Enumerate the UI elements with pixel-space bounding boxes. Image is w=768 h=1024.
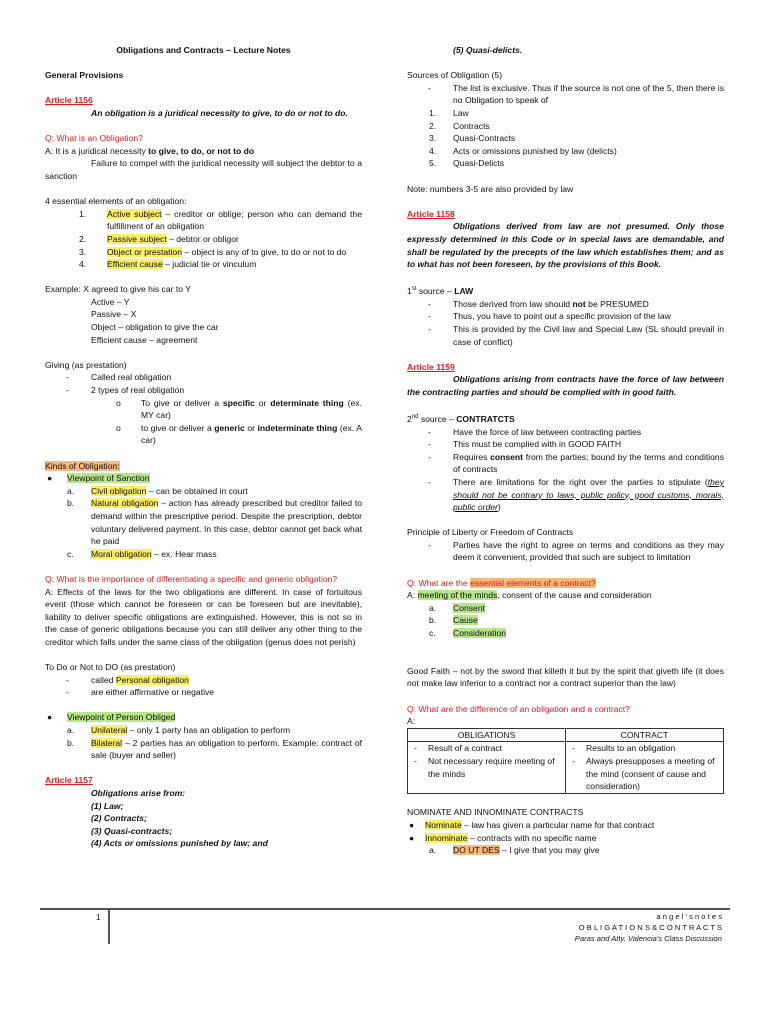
item-term: Active subject	[107, 208, 162, 219]
item-text: – can be obtained in court	[146, 485, 248, 496]
article-1159-text: Obligations arising from contracts have the force of law between the contracting parties and should be complied with in good faith.	[407, 374, 724, 397]
item-text: Acts or omissions punished by law (delicts)	[453, 145, 617, 156]
liberty-intro: Principle of Liberty or Freedom of Contracts	[407, 527, 574, 538]
page-title: Obligations and Contracts – Lecture Notes	[116, 45, 291, 55]
example-line: Passive – X	[91, 309, 137, 320]
dash-item: - Called real obligation	[66, 372, 172, 383]
question-specific-generic: Q: What is the importance of differentiating a specific and generic obligation?	[45, 573, 338, 584]
example-line: Efficient cause – agreement	[91, 334, 198, 345]
article-1157-line: (3) Quasi-contracts;	[91, 825, 173, 836]
elements-list	[45, 208, 362, 271]
article-1156-label: Article 1156	[45, 95, 93, 106]
element-item	[45, 258, 362, 271]
table-cell-item	[569, 755, 720, 793]
source-item	[407, 120, 724, 133]
elements-intro: 4 essential elements of an obligation:	[45, 196, 187, 207]
article-1157-line: Obligations arise from:	[91, 788, 186, 799]
giving-intro: Giving (as prestation)	[45, 359, 127, 370]
answer-specific-generic: A: Effects of the laws for the two obligations are different. In case of fortuitous event (those which cannot be foreseen or can be foreseen but are inevitable), liability to deliver specific obligations are extinguished. However, this is not so in the case of generic obligations because you can still deliver any other thing to the creditor which falls under the same class of the obligation (genus does not perish)	[45, 586, 362, 647]
item-term: Passive subject	[107, 233, 167, 244]
footer-rule	[40, 908, 730, 910]
item-marker: a.	[429, 602, 437, 613]
failure-text: Failure to compel with the juridical necessity will subject the debtor to a sanction	[45, 158, 362, 181]
element-item	[45, 208, 362, 233]
kind-item	[45, 548, 362, 561]
right-column	[407, 40, 724, 857]
sub-item-generic: o to give or deliver a generic or indeterminate thing (ex. A car)	[116, 422, 363, 446]
dash-item: - There are limitations for the right over the parties to stipulate (they should not be contrary to laws, public policy, good customs, morals, public order)	[428, 476, 724, 513]
do-ut-des-item: a. DO UT DES – I give that you may give	[429, 845, 600, 856]
answer-obligation: A: It is a juridical necessity to give, to do, or not to do	[45, 145, 255, 156]
footer-subject: O B L I G A T I O N S & C O N T R A C T S	[578, 923, 722, 932]
dash-item: - Those derived from law should not be PRESUMED	[428, 298, 649, 309]
item-marker: c.	[429, 628, 436, 639]
dash-item: - Have the force of law between contracting parties	[428, 426, 642, 437]
item-text: – object is any of to give, to do or not to do	[182, 246, 347, 257]
contract-element-item	[407, 614, 724, 627]
item-marker: b.	[67, 498, 75, 509]
example-lines	[45, 296, 362, 346]
dash-item: - called Personal obligation	[66, 674, 189, 685]
source-item	[407, 107, 724, 120]
good-faith-text: Good Faith – not by the sword that killeth it but by the spirit that giveth life (it does not make law inferior to a contract nor a contract superior than the law)	[407, 665, 724, 689]
article-1157-label: Article 1157	[45, 775, 93, 786]
example-intro: Example: X agreed to give his car to Y	[45, 284, 192, 295]
person-item	[45, 724, 362, 737]
item-marker: 4.	[79, 259, 87, 270]
source-item	[407, 157, 724, 170]
section-general-provisions: General Provisions	[45, 70, 124, 81]
example-line: Active – Y	[91, 296, 130, 307]
footer-info	[575, 911, 722, 944]
source-item	[407, 132, 724, 145]
kinds-list	[45, 485, 362, 561]
table-cell-item	[411, 755, 562, 780]
article-1156-text: An obligation is a juridical necessity to give, to do or not to do.	[91, 107, 348, 118]
item-text: – debtor or obligor	[166, 233, 239, 244]
item-text: Quasi-Delicts	[453, 158, 505, 169]
item-text: Consideration	[453, 628, 507, 639]
bullet-innominate: ● Innominate – contracts with no specific name	[409, 832, 597, 843]
second-source: 2nd source – CONTRATCTS	[407, 413, 515, 424]
table-cell-obligations	[408, 742, 566, 793]
element-item	[45, 233, 362, 246]
item-text: Consent	[453, 602, 486, 613]
example-line: Object – obligation to give the car	[91, 322, 219, 333]
item-marker: 2.	[79, 233, 87, 244]
item-marker: 4.	[429, 145, 437, 156]
kinds-label: Kinds of Obligation:	[45, 460, 120, 471]
dash-item: - are either affirmative or negative	[66, 687, 215, 698]
bullet-person-obliged: ● Viewpoint of Person Obliged	[47, 712, 176, 723]
item-term: Bilateral	[91, 737, 123, 748]
item-marker: b.	[429, 615, 437, 626]
table-cell-item	[411, 742, 562, 755]
article-1159-label: Article 1159	[407, 361, 455, 372]
nominate-title: NOMINATE AND INNOMINATE CONTRACTS	[407, 807, 584, 818]
element-item	[45, 246, 362, 259]
question-obligation: Q: What is an Obligation?	[45, 133, 143, 144]
contract-element-item	[407, 602, 724, 615]
item-term: Natural obligation	[91, 498, 159, 509]
item-text: – action has already prescribed but creditor failed to demand within the prescriptive period. Despite the prescription, debtor voluntary delivered payment. In this case, debtor cannot get back what he paid	[91, 498, 362, 547]
dash-marker: -	[572, 743, 575, 754]
bullet-sanction: ● Viewpoint of Sanction	[47, 473, 150, 484]
item-text: Contracts	[453, 120, 490, 131]
item-text: Quasi-Contracts	[453, 133, 516, 144]
table-header-contract: CONTRACT	[566, 728, 724, 742]
sub-item-specific: o To give or deliver a specific or determinate thing (ex. MY car)	[116, 397, 362, 421]
page-number: 1	[96, 913, 101, 922]
question-essential-elements: Q: What are the essential elements of a contract?	[407, 577, 596, 588]
item-marker: 5.	[429, 158, 437, 169]
sources-list	[407, 107, 724, 170]
dash-item: - Requires consent from the parties; bound by the terms and conditions of contracts	[428, 451, 725, 475]
answer-difference: A:	[407, 716, 416, 727]
item-marker: b.	[67, 737, 75, 748]
article-1158-text: Obligations derived from law are not presumed. Only those expressly determined in this Code or in special laws are demandable, and shall be regulated by the precepts of the law which establishes them; and as to what has not been foreseen, by the provisions of this Book.	[407, 221, 724, 270]
dash-item: - This is provided by the Civil law and Special Law (SL should prevail in case of conflict)	[428, 323, 724, 347]
item-text: – creditor or oblige; person who can demand the fulfillment of an obligation	[107, 208, 362, 232]
item-text: – ex. Hear mass	[151, 548, 217, 559]
item-marker: 2.	[429, 120, 437, 131]
kind-item	[45, 485, 362, 498]
item-text: Cause	[453, 615, 478, 626]
dash-item: - The list is exclusive. Thus if the source is not one of the 5, then there is no Obligation to speak of	[428, 82, 724, 106]
table-cell-text: Result of a contract	[428, 743, 503, 754]
source-item	[407, 145, 724, 158]
item-marker: a.	[67, 485, 75, 496]
article-1157-line: (2) Contracts;	[91, 813, 147, 824]
item-text: – judicial tie or vinculum	[162, 259, 257, 270]
item-term: Civil obligation	[91, 485, 147, 496]
contract-elements-list	[407, 602, 724, 640]
todo-intro: To Do or Not to DO (as prestation)	[45, 662, 176, 673]
sources-note: Note: numbers 3-5 are also provided by law	[407, 183, 574, 194]
item-term: Moral obligation	[91, 548, 152, 559]
item-marker: 3.	[79, 246, 87, 257]
dash-marker: -	[414, 755, 417, 766]
table-cell-text: Not necessary require meeting of the minds	[428, 755, 555, 779]
item-marker: 1.	[429, 107, 437, 118]
answer-essential-elements: A: meeting of the minds, consent of the cause and consideration	[407, 590, 652, 601]
item-text: Law	[453, 107, 469, 118]
item-term: Unilateral	[91, 725, 128, 736]
kind-item	[45, 497, 362, 547]
item-text: – 2 parties has an obligation to perform. Example: contract of sale (buyer and seller)	[91, 737, 362, 761]
item-marker: c.	[67, 548, 74, 559]
table-cell-text: Always presupposes a meeting of the mind (consent of cause and consideration)	[586, 755, 715, 792]
item-term: Object or prestation	[107, 246, 182, 257]
item-marker: a.	[67, 725, 75, 736]
table-cell-contract	[566, 742, 724, 793]
footer-vertical-rule	[108, 908, 110, 944]
table-cell-item	[569, 742, 720, 755]
article-1157-text	[45, 787, 362, 850]
item-text: – only 1 party has an obligation to perform	[127, 725, 291, 736]
contract-element-item	[407, 627, 724, 640]
bullet-nominate: ● Nominate – law has given a particular name for that contract	[409, 819, 655, 830]
dash-item: - Parties have the right to agree on terms and conditions as they may deem it convenient, provided that such are subject to limitation	[428, 539, 724, 563]
person-item	[45, 737, 362, 762]
dash-item: - 2 types of real obligation	[66, 385, 185, 396]
dash-item: - This must be complied with in GOOD FAITH	[428, 439, 622, 450]
person-list	[45, 724, 362, 762]
item-marker: 3.	[429, 133, 437, 144]
item-marker: 1.	[79, 208, 87, 219]
table-header-obligations: OBLIGATIONS	[408, 728, 566, 742]
article-1158-label: Article 1158	[407, 208, 455, 219]
dash-marker: -	[414, 743, 417, 754]
dash-marker: -	[572, 755, 575, 766]
article-1157-line: (4) Acts or omissions punished by law; and	[91, 838, 268, 849]
dash-item: - Thus, you have to point out a specific provision of the law	[428, 311, 671, 322]
comparison-table	[407, 728, 724, 794]
table-cell-text: Results to an obligation	[586, 743, 676, 754]
article-1157-continued: (5) Quasi-delicts.	[453, 45, 523, 55]
item-term: Efficient cause	[107, 259, 163, 270]
first-source: 1st source – LAW	[407, 286, 474, 297]
article-1157-line: (1) Law;	[91, 800, 124, 811]
left-column	[45, 40, 362, 850]
sources-intro: Sources of Obligation (5)	[407, 70, 503, 81]
footer-author: a n g e l ' s n o t e s	[656, 912, 722, 921]
question-difference: Q: What are the difference of an obligation and a contract?	[407, 703, 630, 714]
footer-class: Paras and Atty. Valencia's Class Discussion	[574, 934, 722, 943]
